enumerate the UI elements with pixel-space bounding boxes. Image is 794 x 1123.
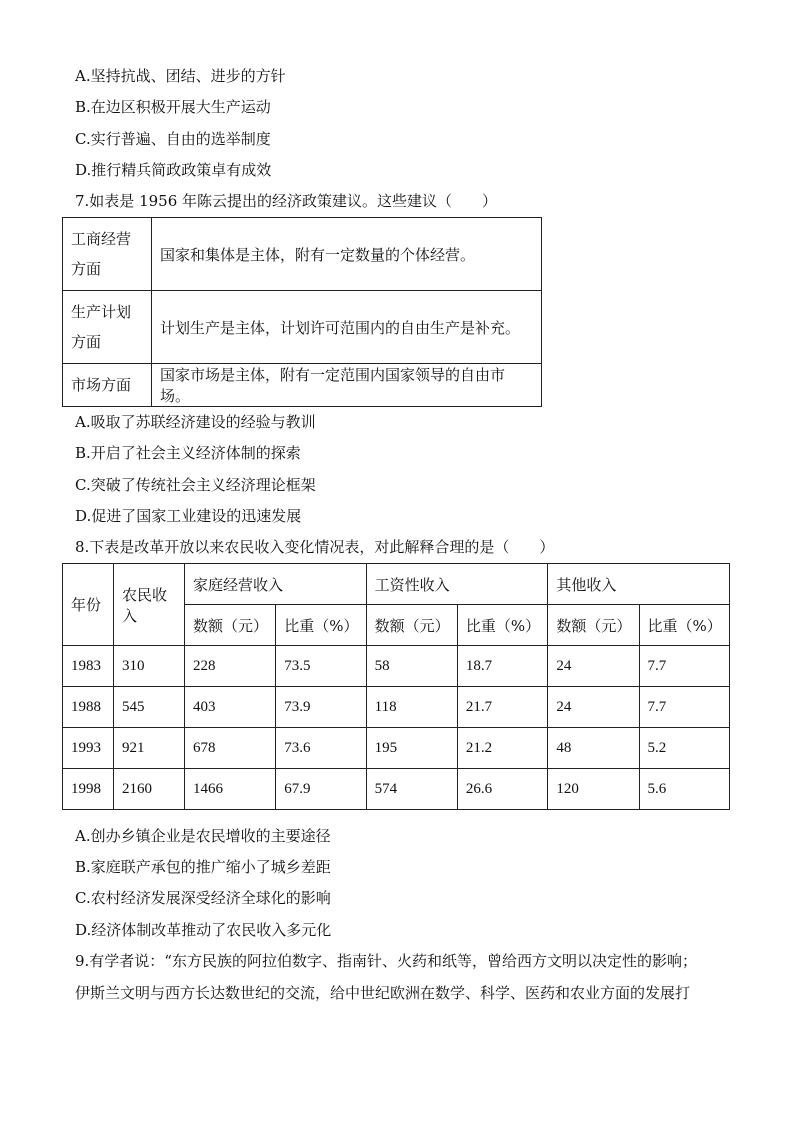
cell-year: 1988	[63, 687, 114, 728]
q7-option-c: C.突破了传统社会主义经济理论框架	[75, 476, 316, 494]
q8-option-d: D.经济体制改革推动了农民收入多元化	[75, 921, 332, 939]
subheader-amount: 数额（元）	[185, 605, 276, 646]
header-income	[114, 564, 185, 646]
table-row	[63, 728, 730, 769]
q7-row-head-line2: 方面	[71, 333, 102, 351]
header-income-line2: 入	[122, 606, 138, 625]
cell-other-share: 5.6	[639, 769, 729, 810]
table-row	[63, 364, 542, 407]
q9-text-line-2: 伊斯兰文明与西方长达数世纪的交流，给中世纪欧洲在数学、科学、医药和农业方面的发展打	[75, 984, 691, 1002]
cell-income: 545	[114, 687, 185, 728]
cell-wage-share: 26.6	[457, 769, 547, 810]
cell-income: 310	[114, 646, 185, 687]
q7-stem: 7.如表是 1956 年陈云提出的经济政策建议。这些建议（ ）	[75, 192, 498, 210]
cell-other-amount: 24	[548, 687, 639, 728]
q9-text-line-1: 9.有学者说：“东方民族的阿拉伯数字、指南针、火药和纸等，曾给西方文明以决定性的影响；	[75, 952, 697, 970]
q7-row-head-line2: 方面	[71, 260, 102, 278]
table-header-row	[63, 564, 730, 605]
q8-option-c: C.农村经济发展深受经济全球化的影响	[75, 889, 331, 907]
cell-family-amount: 403	[185, 687, 276, 728]
header-other: 其他收入	[548, 564, 730, 605]
header-wage: 工资性收入	[366, 564, 548, 605]
subheader-share: 比重（%）	[639, 605, 729, 646]
q6-option-c: C.实行普遍、自由的选举制度	[75, 130, 271, 148]
table-row	[63, 291, 542, 364]
q6-option-d: D.推行精兵简政政策卓有成效	[75, 161, 272, 179]
subheader-amount: 数额（元）	[548, 605, 639, 646]
subheader-amount: 数额（元）	[366, 605, 457, 646]
cell-income: 921	[114, 728, 185, 769]
cell-family-share: 73.5	[276, 646, 366, 687]
cell-wage-share: 21.7	[457, 687, 547, 728]
cell-other-amount: 48	[548, 728, 639, 769]
cell-family-amount: 1466	[185, 769, 276, 810]
cell-other-share: 5.2	[639, 728, 729, 769]
cell-family-share: 67.9	[276, 769, 366, 810]
table-row	[63, 769, 730, 810]
q6-option-a: A.坚持抗战、团结、进步的方针	[75, 67, 286, 85]
cell-family-share: 73.9	[276, 687, 366, 728]
cell-other-share: 7.7	[639, 646, 729, 687]
cell-family-amount: 678	[185, 728, 276, 769]
q6-option-b: B.在边区积极开展大生产运动	[75, 98, 271, 116]
cell-year: 1993	[63, 728, 114, 769]
cell-wage-share: 18.7	[457, 646, 547, 687]
cell-wage-amount: 58	[366, 646, 457, 687]
cell-family-share: 73.6	[276, 728, 366, 769]
cell-wage-amount: 118	[366, 687, 457, 728]
cell-year: 1998	[63, 769, 114, 810]
cell-wage-amount: 574	[366, 769, 457, 810]
header-year: 年份	[63, 564, 114, 646]
cell-other-amount: 120	[548, 769, 639, 810]
q8-stem: 8.下表是改革开放以来农民收入变化情况表，对此解释合理的是（ ）	[75, 538, 555, 556]
cell-family-amount: 228	[185, 646, 276, 687]
cell-year: 1983	[63, 646, 114, 687]
cell-wage-amount: 195	[366, 728, 457, 769]
subheader-share: 比重（%）	[457, 605, 547, 646]
header-family: 家庭经营收入	[185, 564, 367, 605]
table-row	[63, 687, 730, 728]
q7-row-content: 国家和集体是主体，附有一定数量的个体经营。	[152, 218, 542, 291]
q7-row-content: 计划生产是主体，计划许可范围内的自由生产是补充。	[152, 291, 542, 364]
q7-row-head-line1: 工商经营	[71, 230, 132, 248]
cell-income: 2160	[114, 769, 185, 810]
q8-option-a: A.创办乡镇企业是农民增收的主要途径	[75, 827, 331, 845]
q7-policy-table	[62, 217, 542, 407]
q7-option-b: B.开启了社会主义经济体制的探索	[75, 444, 301, 462]
header-income-line1: 农民收	[122, 585, 168, 604]
table-row	[63, 646, 730, 687]
cell-other-amount: 24	[548, 646, 639, 687]
subheader-share: 比重（%）	[276, 605, 366, 646]
cell-other-share: 7.7	[639, 687, 729, 728]
q7-row-head-line1: 生产计划	[71, 303, 132, 321]
q8-income-table	[62, 563, 730, 810]
q7-row-content: 国家市场是主体，附有一定范围内国家领导的自由市场。	[152, 364, 542, 407]
q8-option-b: B.家庭联产承包的推广缩小了城乡差距	[75, 858, 331, 876]
q7-row-head: 市场方面	[63, 364, 152, 407]
q7-option-a: A.吸取了苏联经济建设的经验与教训	[75, 413, 316, 431]
table-row	[63, 218, 542, 291]
q7-row-head	[63, 218, 152, 291]
cell-wage-share: 21.2	[457, 728, 547, 769]
q7-row-head	[63, 291, 152, 364]
q7-option-d: D.促进了国家工业建设的迅速发展	[75, 507, 302, 525]
